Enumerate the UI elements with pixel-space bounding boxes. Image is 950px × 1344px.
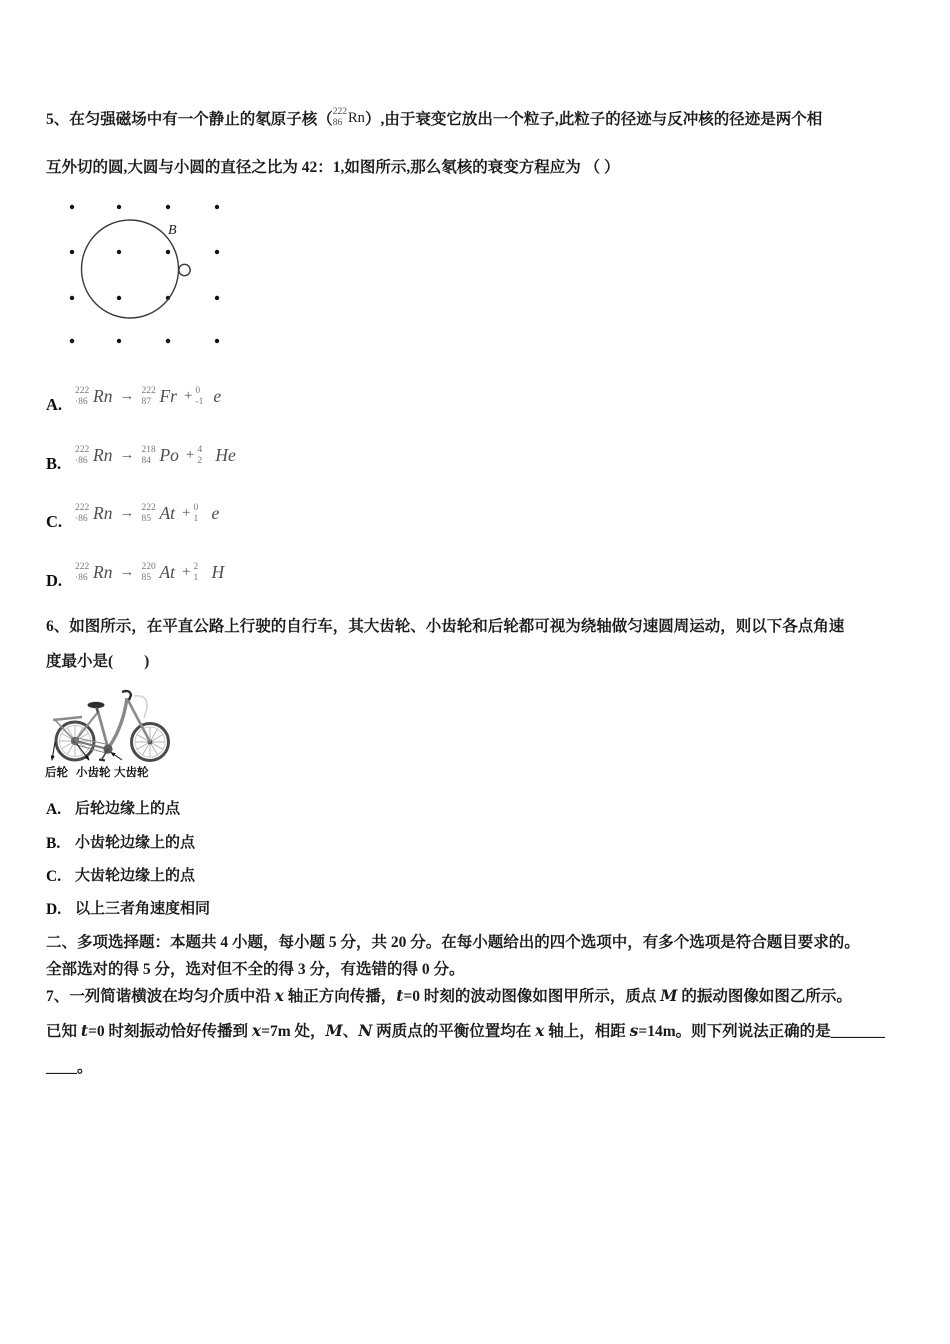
q5-option-a [46,386,228,415]
rear-wheel-arrow [52,742,55,760]
q6-option-b [46,834,195,853]
arrow-glyph: → [119,388,135,405]
plus-glyph: + [183,388,193,405]
element-symbol: Rn [348,109,365,126]
small-circle-track [179,264,190,275]
mass-number: 218 [141,445,156,455]
q6-option-c [46,867,195,886]
element-symbol: Rn [93,503,113,524]
option-text: 大齿轮边缘上的点 [75,868,196,884]
atomic-number: 85 [141,572,151,583]
mass-number: 2 [193,562,199,572]
q6-text-line2: 度最小是( ) [46,653,150,670]
q6-option-d [46,900,210,919]
nucleon-numbers [75,386,92,408]
atomic-number: ·86 [75,572,88,583]
option-letter: A. [46,395,63,414]
q5-option-d [46,562,231,591]
large-gear-arrow [111,753,122,761]
nucleon-numbers [193,503,210,525]
option-letter: D. [46,901,62,918]
mass-number: 222 [141,503,156,513]
option-letter: D. [46,571,63,590]
atomic-number: ·86 [75,396,88,407]
decay-equation [75,562,231,584]
rear-wheel-label: 后轮 [45,767,68,779]
option-text: 以上三者角速度相同 [75,901,211,917]
option-letter: C. [46,512,63,531]
q5-option-c [46,503,226,532]
atomic-number: ·86 [75,513,88,524]
plus-glyph: + [182,505,191,522]
radon-nucleus-notation [333,107,365,129]
q5-text-after-formula: ）,由于衰变它放出一个粒子,此粒子的径迹与反冲核的径迹是两个相 [364,111,823,128]
section2-header-line2: 全部选对的得 5 分，选对但不全的得 3 分，有选错的得 0 分。 [46,961,465,978]
q5-option-b [46,445,243,474]
element-symbol: H [211,562,225,583]
decay-equation [75,445,243,467]
nucleon-numbers [333,107,347,129]
option-letter: B. [46,454,62,473]
large-circle-track [82,220,179,318]
bicycle-figure [42,686,192,782]
nucleon-numbers [193,562,210,584]
mass-number: 4 [197,445,203,455]
q5-text-line1 [46,107,823,139]
q5-text-before-formula: 5、在匀强磁场中有一个静止的氡原子核（ [46,111,333,128]
nucleon-numbers [75,445,92,467]
mass-number: 222 [332,107,348,117]
nucleon-numbers [75,562,92,584]
mass-number: 222 [141,386,156,396]
mass-number: 222 [75,445,90,455]
mass-number: 220 [141,562,156,572]
option-text: 后轮边缘上的点 [75,801,181,817]
q7-text-line2: 已知 t=0 时刻振动恰好传播到 x=7m 处，M、N 两质点的平衡位置均在 x 轴上，相距 s=14m。则下列说法正确的是_______ [46,1021,885,1040]
element-symbol: He [215,445,236,466]
option-text: 小齿轮边缘上的点 [75,835,196,851]
atomic-number: 86 [332,117,343,128]
option-letter: B. [46,835,61,852]
section2-header-line1: 二、多项选择题：本题共 4 小题，每小题 5 分，共 20 分。在每小题给出的四个选项中，有多个选项是符合题目要求的。 [46,934,860,951]
nucleon-numbers [195,386,212,408]
atomic-number: 85 [141,513,151,524]
nucleon-numbers [141,445,158,467]
atomic-number: 84 [141,455,151,466]
element-symbol: e [213,386,222,407]
element-symbol: At [159,562,176,583]
atomic-number: 2 [197,455,203,466]
pedal [99,749,108,761]
q6-option-a [46,800,180,819]
atomic-number: 1 [193,572,199,583]
mass-number: 222 [75,503,90,513]
mass-number: 222 [75,562,90,572]
magnetic-field-diagram [58,198,230,350]
q6-text-line1: 6、如图所示，在平直公路上行驶的自行车，其大齿轮、小齿轮和后轮都可视为绕轴做匀速圆周运动，则以下各点角速 [46,618,845,635]
nucleon-numbers [75,503,92,525]
plus-glyph: + [185,447,195,464]
q7-text-line1: 7、一列简谐横波在均匀介质中沿 x 轴正方向传播，t=0 时刻的波动图像如图甲所示，质点 M 的振动图像如图乙所示。 [46,986,852,1005]
option-letter: A. [46,801,62,818]
mass-number: 0 [195,386,201,396]
arrow-glyph: → [119,564,135,581]
field-label-B: B [168,223,177,238]
field-dots-grid [70,205,219,343]
arrow-glyph: → [119,447,135,464]
element-symbol: Fr [159,386,177,407]
atomic-number: -1 [195,396,204,407]
plus-glyph: + [182,564,191,581]
q5-text-line2: 互外切的圆,大圆与小圆的直径之比为 42：1,如图所示,那么氡核的衰变方程应为 （ ） [46,159,620,176]
element-symbol: At [159,503,176,524]
mass-number: 222 [75,386,90,396]
arrow-glyph: → [119,505,135,522]
q7-blank-line: ____。 [46,1059,93,1076]
nucleon-numbers [141,503,158,525]
element-symbol: e [211,503,220,524]
small-gear-label: 小齿轮 [76,767,111,779]
atomic-number: ·86 [75,455,88,466]
element-symbol: Rn [93,562,113,583]
large-gear-label: 大齿轮 [114,767,149,779]
element-symbol: Rn [93,445,113,466]
decay-equation [75,503,226,525]
decay-equation [75,386,228,408]
seat [88,702,105,713]
element-symbol: Po [159,445,179,466]
nucleon-numbers [141,386,158,408]
atomic-number: 1 [193,513,199,524]
element-symbol: Rn [93,386,113,407]
mass-number: 0 [193,503,199,513]
atomic-number: 87 [141,396,151,407]
option-letter: C. [46,868,62,885]
nucleon-numbers [197,445,214,467]
nucleon-numbers [141,562,158,584]
